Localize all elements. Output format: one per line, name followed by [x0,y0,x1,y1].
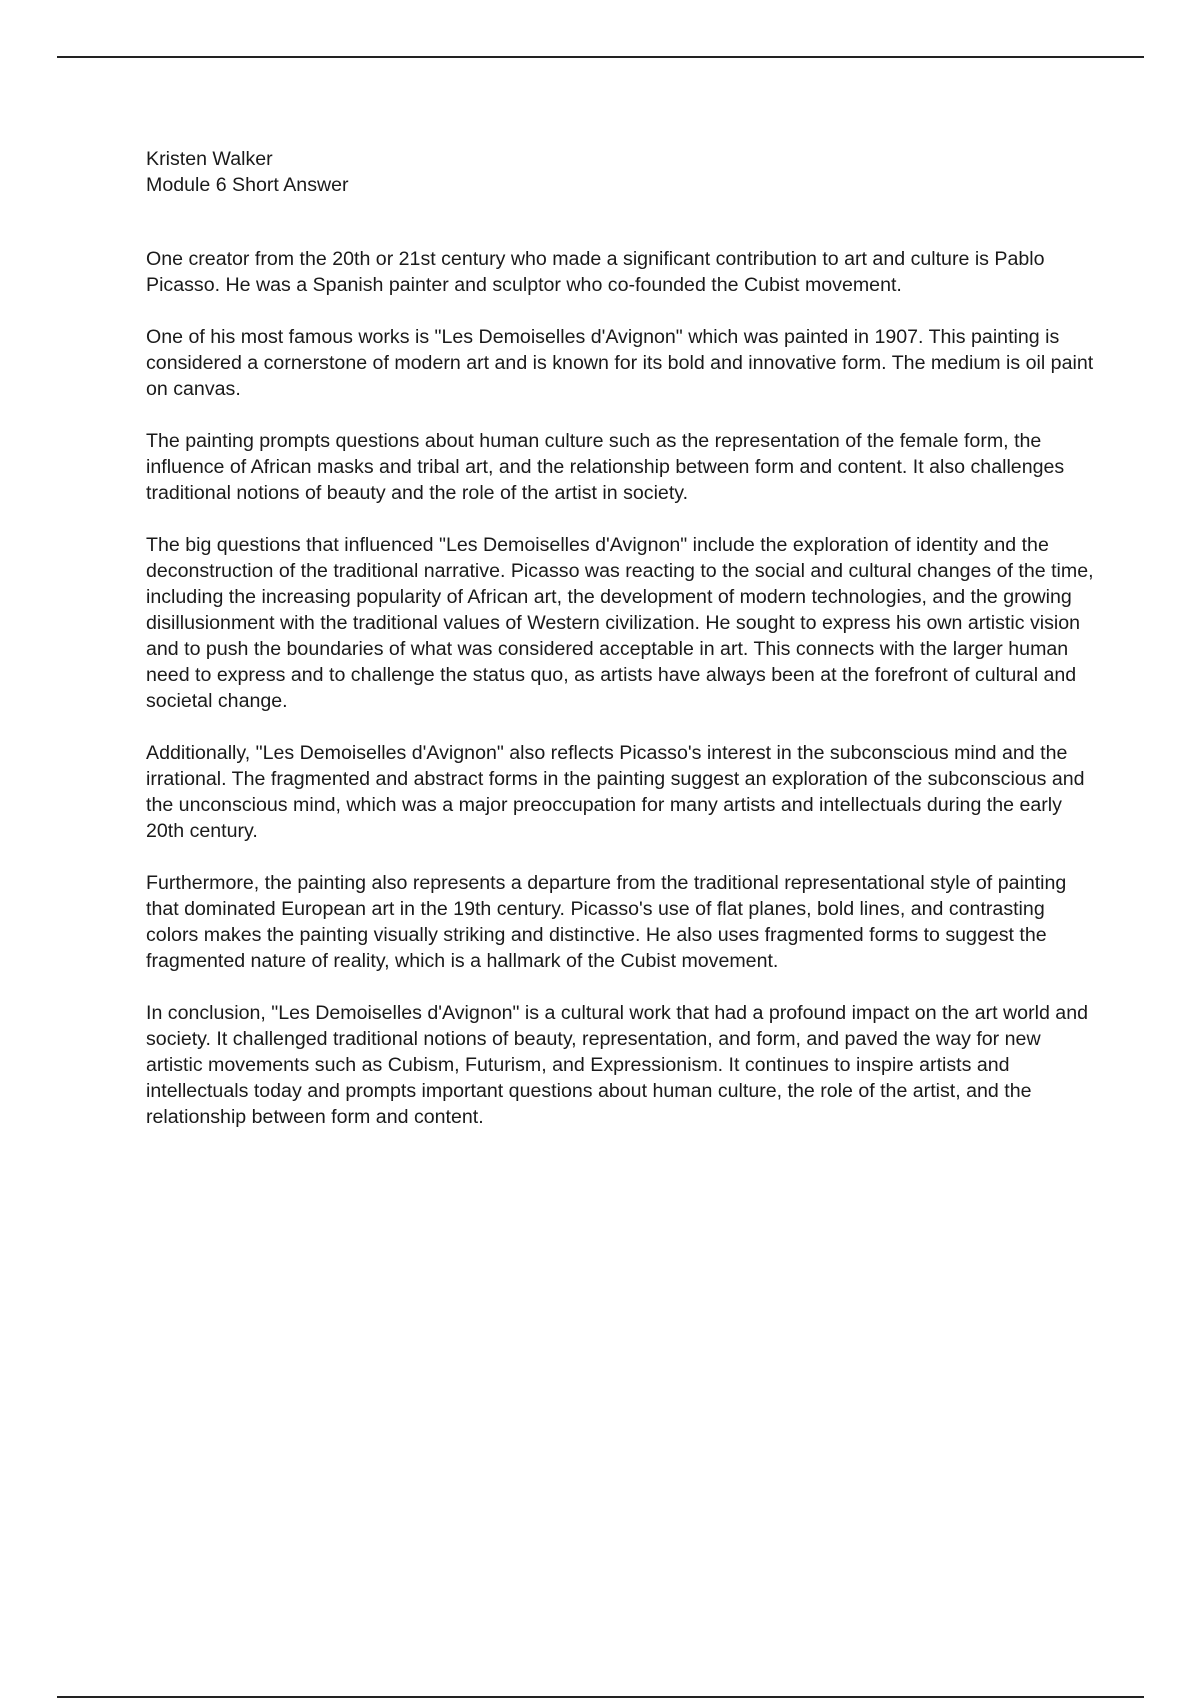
top-page-rule [57,56,1144,58]
document-header [146,146,1096,198]
document-body [146,146,1096,1156]
paragraph-conclusion: In conclusion, "Les Demoiselles d'Avignon" is a cultural work that had a profound impact on the art world and society. It challenged traditional notions of beauty, representation, and form, and paved the way for new artistic movements such as Cubism, Futurism, and Expressionism. It continues to inspire artists and intellectuals today and prompts important questions about human culture, the role of the artist, and the relationship between form and content. [146,1002,1088,1128]
paragraph-famous-work: One of his most famous works is "Les Demoiselles d'Avignon" which was painted in 1907. This painting is considered a cornerstone of modern art and is known for its bold and innovative form. The medium is oil paint on canvas. [146,326,1094,400]
paragraph-big-questions: The big questions that influenced "Les Demoiselles d'Avignon" include the exploration of identity and the deconstruction of the traditional narrative. Picasso was reacting to the social and cultural changes of the time, including the increasing popularity of African art, the development of modern technologies, and the growing disillusionment with the traditional values of Western civilization. He sought to express his own artistic vision and to push the boundaries of what was considered acceptable in art. This connects with the larger human need to express and to challenge the status quo, as artists have always been at the forefront of cultural and societal change. [146,534,1094,712]
paragraph-subconscious: Additionally, "Les Demoiselles d'Avignon" also reflects Picasso's interest in the subconscious mind and the irrational. The fragmented and abstract forms in the painting suggest an exploration of the subconscious and the unconscious mind, which was a major preoccupation for many artists and intellectuals during the early 20th century. [146,742,1085,842]
paragraph-intro: One creator from the 20th or 21st century who made a significant contribution to art and culture is Pablo Picasso. He was a Spanish painter and sculptor who co-founded the Cubist movement. [146,248,1045,296]
author-name: Kristen Walker [146,148,273,170]
paragraph-cultural-questions: The painting prompts questions about human culture such as the representation of the female form, the influence of African masks and tribal art, and the relationship between form and content. It also challenges traditional notions of beauty and the role of the artist in society. [146,430,1065,504]
bottom-page-rule [57,1696,1144,1698]
paragraph-departure: Furthermore, the painting also represents a departure from the traditional representational style of painting that dominated European art in the 19th century. Picasso's use of flat planes, bold lines, and contrasting colors makes the painting visually striking and distinctive. He also uses fragmented forms to suggest the fragmented nature of reality, which is a hallmark of the Cubist movement. [146,872,1067,972]
assignment-title: Module 6 Short Answer [146,174,349,196]
